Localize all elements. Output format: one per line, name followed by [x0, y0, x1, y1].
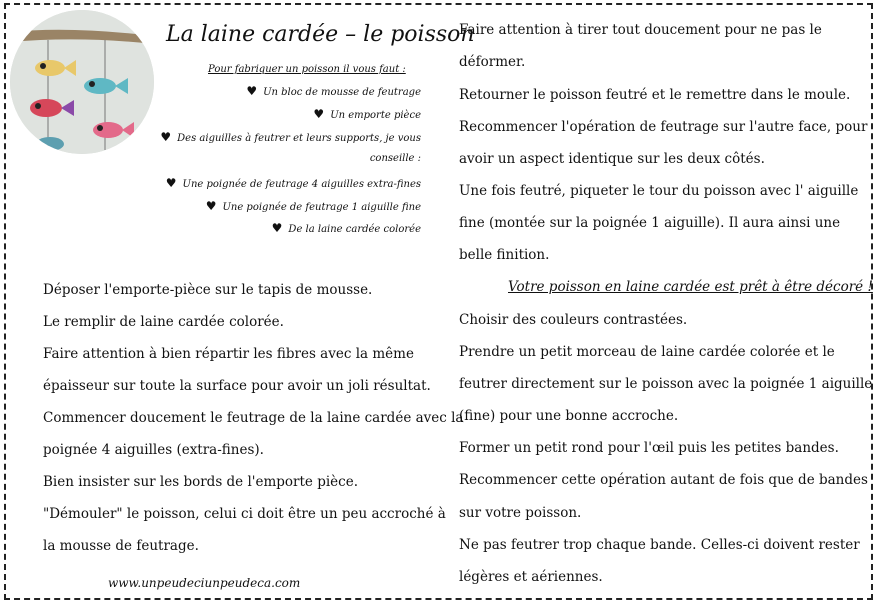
decor-step-line: sur votre poisson.: [459, 505, 582, 521]
heart-icon: ♥: [313, 107, 325, 121]
decor-step-line: Recommencer cette opération autant de fois que de bandes: [459, 472, 868, 488]
decor-step-line: Prendre un petit morceau de laine cardée colorée et le: [459, 344, 835, 360]
right-step-line: Retourner le poisson feutré et le remettre dans le moule.: [459, 87, 851, 103]
material-item: ♥ De la laine cardée colorée: [271, 221, 421, 235]
heart-icon: ♥: [165, 176, 177, 190]
heart-icon: ♥: [271, 221, 283, 235]
material-item: ♥ Un emporte pièce: [313, 107, 421, 121]
right-step-line: Recommencer l'opération de feutrage sur l'autre face, pour: [459, 119, 868, 135]
material-item: ♥ Des aiguilles à feutrer et leurs supports, je vous: [160, 130, 421, 144]
right-step-line: Une fois feutré, piqueter le tour du poisson avec l' aiguille: [459, 183, 859, 199]
left-step-line: poignée 4 aiguilles (extra-fines).: [43, 442, 264, 458]
left-step-line: épaisseur sur toute la surface pour avoir un joli résultat.: [43, 378, 431, 394]
decor-step-line: Former un petit rond pour l'œil puis les petites bandes.: [459, 440, 839, 456]
left-step-line: "Démouler" le poisson, celui ci doit être un peu accroché à: [43, 506, 446, 522]
decor-step-line: feutrer directement sur le poisson avec la poignée 1 aiguille: [459, 376, 873, 392]
left-step-line: Faire attention à bien répartir les fibres avec la même: [43, 346, 414, 362]
heart-icon: ♥: [205, 199, 217, 213]
left-step-line: la mousse de feutrage.: [43, 538, 199, 554]
material-item: ♥ Un bloc de mousse de feutrage: [246, 84, 421, 98]
page-title: La laine cardée – le poisson: [166, 22, 475, 47]
left-step-line: Le remplir de laine cardée colorée.: [43, 314, 284, 330]
left-step-line: Déposer l'emporte-pièce sur le tapis de mousse.: [43, 282, 373, 298]
decor-step-line: Ne pas feutrer trop chaque bande. Celles-ci doivent rester: [459, 537, 860, 553]
right-step-line: belle finition.: [459, 247, 550, 263]
materials-heading: Pour fabriquer un poisson il vous faut :: [208, 64, 406, 75]
right-step-line: déformer.: [459, 54, 526, 70]
right-step-line: Faire attention à tirer tout doucement pour ne pas le: [459, 22, 822, 38]
decor-step-line: Choisir des couleurs contrastées.: [459, 312, 688, 328]
fish-mobile-photo: [10, 10, 154, 154]
right-step-line: fine (montée sur la poignée 1 aiguille). Il aura ainsi une: [459, 215, 841, 231]
left-step-line: Commencer doucement le feutrage de la laine cardée avec la: [43, 410, 464, 426]
material-item: ♥ Une poignée de feutrage 1 aiguille fine: [205, 199, 421, 213]
heart-icon: ♥: [246, 84, 258, 98]
website-footer: www.unpeudeciunpeudeca.com: [108, 576, 301, 590]
ready-heading: Votre poisson en laine cardée est prêt à être décoré !: [508, 279, 873, 295]
decor-step-line: légères et aériennes.: [459, 569, 603, 585]
right-step-line: avoir un aspect identique sur les deux côtés.: [459, 151, 765, 167]
left-step-line: Bien insister sur les bords de l'emporte pièce.: [43, 474, 358, 490]
heart-icon: ♥: [160, 130, 172, 144]
decor-step-line: (fine) pour une bonne accroche.: [459, 408, 679, 424]
material-item: conseille :: [369, 153, 421, 164]
material-item: ♥ Une poignée de feutrage 4 aiguilles extra-fines: [165, 176, 421, 190]
